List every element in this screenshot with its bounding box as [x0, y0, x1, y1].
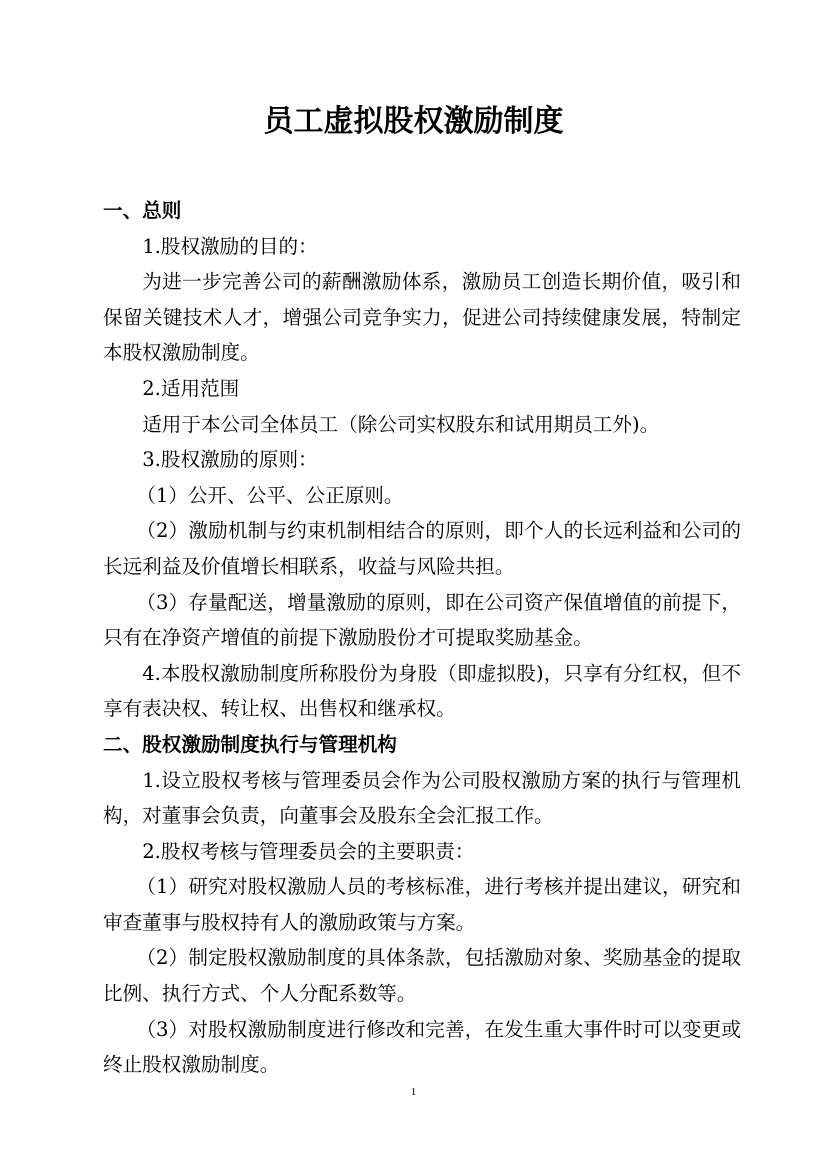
- principle-item-2: （2）激励机制与约束机制相结合的原则，即个人的长远利益和公司的长远利益及价值增长相联系，收益与风险共担。: [103, 519, 741, 578]
- page-number: 1: [410, 1086, 417, 1098]
- clause-share-definition: 4.本股权激励制度所称股份为身股（即虚拟股)，只享有分红权，但不享有表决权、转让权、出售权和继承权。: [103, 661, 741, 721]
- clause-scope-text: 适用于本公司全体员工（除公司实权股东和试用期员工外)。: [142, 412, 660, 436]
- section-heading-management: 二、股权激励制度执行与管理机构: [103, 732, 397, 756]
- duty-item-2: （2）制定股权激励制度的具体条款，包括激励对象、奖励基金的提取比例、执行方式、个人分配系数等。: [103, 946, 741, 1006]
- clause-committee-duties-heading: 2.股权考核与管理委员会的主要职责：: [142, 839, 475, 863]
- document-title: 员工虚拟股权激励制度: [263, 104, 564, 139]
- principle-item-1: （1）公开、公平、公正原则。: [136, 483, 404, 507]
- document-body: [103, 193, 741, 1083]
- clause-scope-heading: 2.适用范围: [142, 376, 240, 400]
- section-heading-general: 一、总则: [103, 199, 182, 222]
- duty-item-3: （3）对股权激励制度进行修改和完善，在发生重大事件时可以变更或终止股权激励制度。: [103, 1017, 741, 1077]
- clause-purpose-heading: 1.股权激励的目的：: [142, 234, 318, 258]
- clause-committee-setup: 1.设立股权考核与管理委员会作为公司股权激励方案的执行与管理机构，对董事会负责，向董事会及股东全会汇报工作。: [103, 768, 741, 828]
- clause-principles-heading: 3.股权激励的原则：: [142, 448, 318, 472]
- duty-item-1: （1）研究对股权激励人员的考核标准，进行考核并提出建议，研究和审查董事与股权持有人的激励政策与方案。: [103, 875, 741, 934]
- principle-item-3: （3）存量配送，增量激励的原则，即在公司资产保值增值的前提下，只有在净资产增值的前提下激励股份才可提取奖励基金。: [103, 590, 741, 650]
- clause-purpose-text: 为进一步完善公司的薪酬激励体系，激励员工创造长期价值，吸引和保留关键技术人才，增强公司竞争实力，促进公司持续健康发展，特制定本股权激励制度。: [103, 270, 741, 365]
